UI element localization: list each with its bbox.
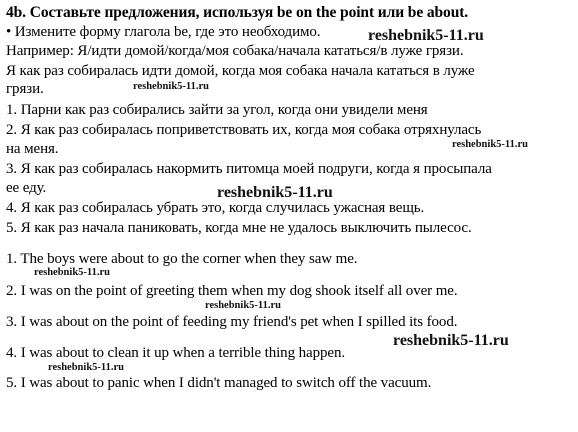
english-answer-1: 1. The boys were about to go the corner when they saw me.: [6, 251, 358, 267]
russian-sentence-1: 1. Парни как раз собирались зайти за угол, когда они увидели меня: [6, 102, 428, 118]
russian-sentence-2b: на меня.: [6, 141, 59, 157]
watermark: reshebnik5-11.ru: [452, 139, 528, 150]
example-line-1: Например: Я/идти домой/когда/моя собака/начала кататься/в луже грязи.: [6, 43, 464, 59]
instruction-text: • Измените форму глагола be, где это необходимо.: [6, 24, 321, 40]
russian-sentence-5: 5. Я как раз начала паниковать, когда мне не удалось выключить пылесос.: [6, 220, 472, 236]
watermark: reshebnik5-11.ru: [34, 267, 110, 278]
watermark: reshebnik5-11.ru: [217, 184, 333, 201]
watermark: reshebnik5-11.ru: [393, 332, 509, 349]
exercise-heading: 4b. Составьте предложения, используя be on the point или be about.: [6, 4, 469, 21]
english-answer-3: 3. I was about on the point of feeding my friend's pet when I spilled its food.: [6, 314, 458, 330]
english-answer-4: 4. I was about to clean it up when a terrible thing happen.: [6, 345, 345, 361]
russian-sentence-2a: 2. Я как раз собиралась поприветствовать их, когда моя собака отряхнулась: [6, 122, 482, 138]
watermark: reshebnik5-11.ru: [133, 81, 209, 92]
english-answer-2: 2. I was on the point of greeting them when my dog shook itself all over me.: [6, 283, 458, 299]
russian-sentence-3a: 3. Я как раз собиралась накормить питомца моей подруги, когда я просыпала: [6, 161, 492, 177]
example-line-3: грязи.: [6, 81, 44, 97]
watermark: reshebnik5-11.ru: [368, 27, 484, 44]
russian-sentence-4: 4. Я как раз собиралась убрать это, когда случилась ужасная вещь.: [6, 200, 425, 216]
english-answer-5: 5. I was about to panic when I didn't managed to switch off the vacuum.: [6, 375, 432, 391]
watermark: reshebnik5-11.ru: [48, 362, 124, 373]
russian-sentence-3b: ее еду.: [6, 180, 47, 196]
watermark: reshebnik5-11.ru: [205, 300, 281, 311]
example-line-2: Я как раз собиралась идти домой, когда моя собака начала кататься в луже: [6, 63, 475, 79]
